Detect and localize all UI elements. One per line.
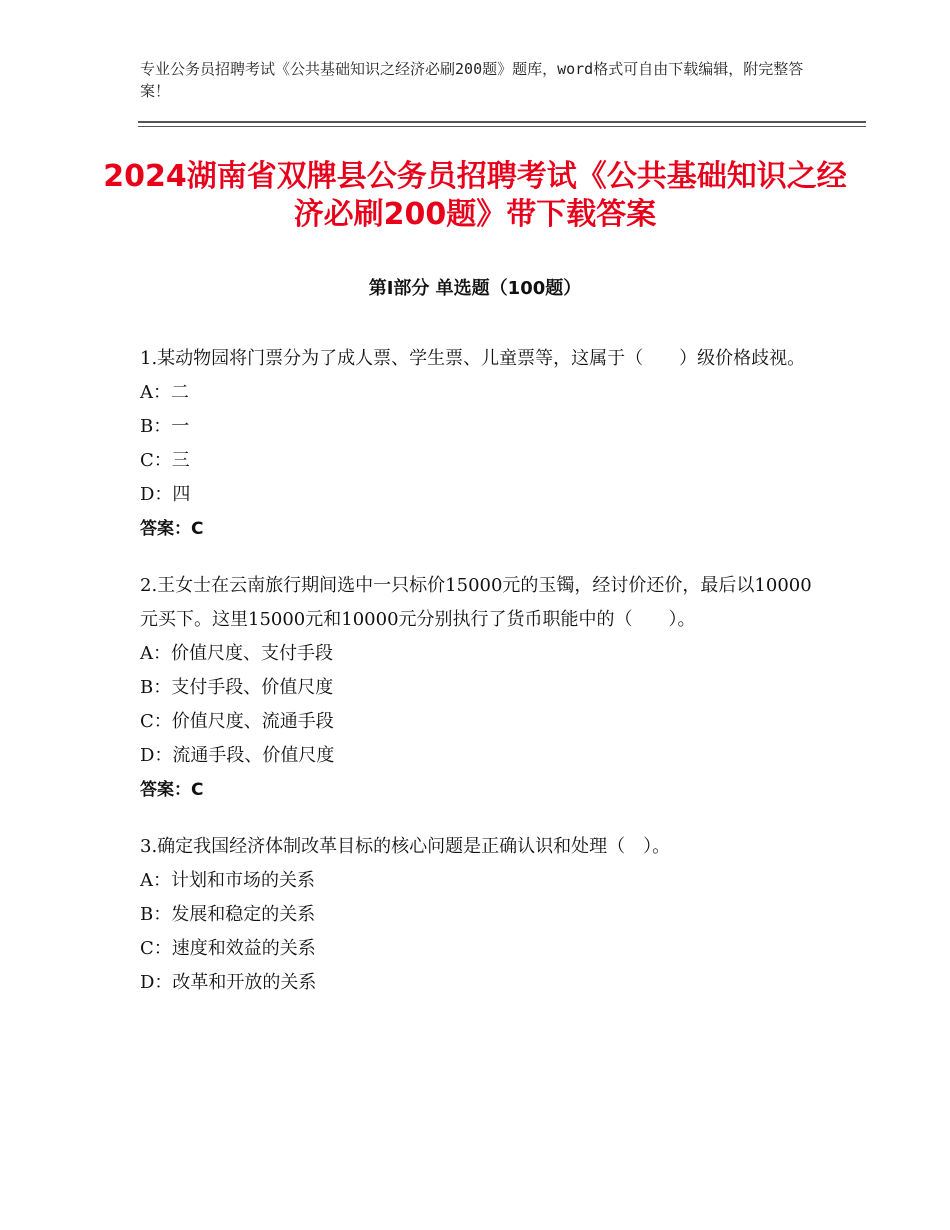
option-b: B：支付手段、价值尺度	[140, 677, 334, 698]
answer: 答案：C	[140, 519, 204, 539]
option-d: D：四	[140, 484, 191, 505]
question-1	[140, 342, 820, 546]
option-c: C：三	[140, 450, 190, 471]
option-b: B：发展和稳定的关系	[140, 904, 316, 925]
question-2	[140, 569, 820, 807]
question-stem: 2.王女士在云南旅行期间选中一只标价15000元的玉镯，经讨价还价，最后以10000元买下。这里15000元和10000元分别执行了货币职能中的（ ）。	[140, 575, 812, 630]
document-title: 2024湖南省双牌县公务员招聘考试《公共基础知识之经济必刷200题》带下载答案	[103, 159, 847, 232]
option-a: A：二	[140, 382, 189, 403]
option-d: D：改革和开放的关系	[140, 972, 317, 993]
header-divider-thin	[138, 126, 866, 127]
question-3	[140, 830, 820, 1000]
option-a: A：计划和市场的关系	[140, 870, 315, 891]
option-d: D：流通手段、价值尺度	[140, 745, 335, 766]
section-title: 第Ⅰ部分 单选题（100题）	[368, 278, 582, 299]
answer: 答案：C	[140, 780, 204, 800]
header-note: 专业公务员招聘考试《公共基础知识之经济必刷200题》题库，word格式可自由下载编辑，附完整答案！	[140, 60, 804, 100]
option-b: B：一	[140, 416, 190, 437]
question-stem: 1.某动物园将门票分为了成人票、学生票、儿童票等，这属于（ ）级价格歧视。	[140, 348, 806, 369]
option-a: A：价值尺度、支付手段	[140, 643, 333, 664]
option-c: C：价值尺度、流通手段	[140, 711, 334, 732]
question-stem: 3.确定我国经济体制改革目标的核心问题是正确认识和处理（ ）。	[140, 836, 671, 857]
option-c: C：速度和效益的关系	[140, 938, 316, 959]
header-divider-thick	[138, 121, 866, 123]
question-list	[140, 342, 820, 1023]
